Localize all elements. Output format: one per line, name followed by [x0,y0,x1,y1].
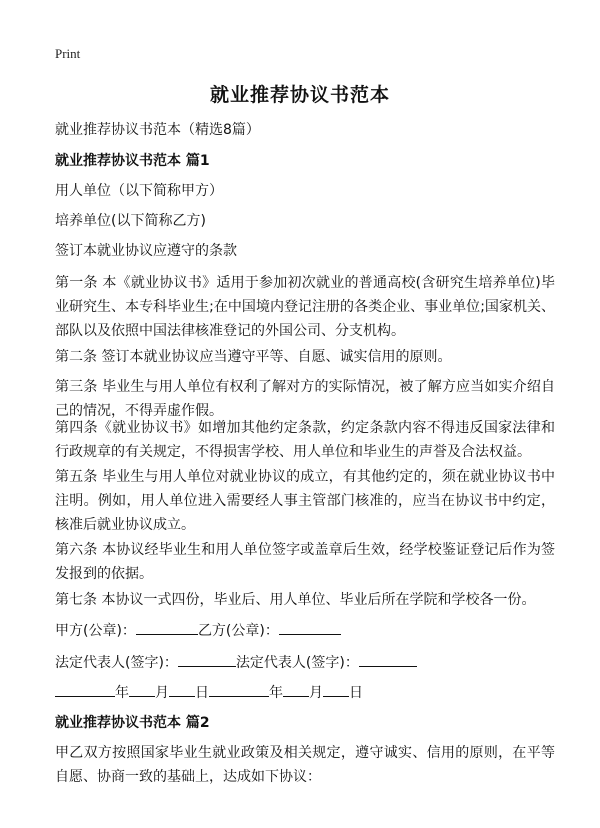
rep-a-blank[interactable] [178,650,236,667]
school-line: 培养单位(以下简称乙方) [55,213,206,229]
article-4: 第四条《就业协议书》如增加其他约定条款，约定条款内容不得违反国家法律和行政规章的有关规定，不得损害学校、用人单位和毕业生的声誉及合法权益。 [55,420,555,460]
intro-line: 签订本就业协议应遵守的条款 [55,243,237,259]
section-2-heading: 就业推荐协议书范本 篇2 [55,715,210,731]
section-2-paragraph: 甲乙双方按照国家毕业生就业政策及相关规定，遵守诚实、信用的原则，在平等自愿、协商一致的基础上，达成如下协议： [55,745,555,785]
year-a-blank[interactable] [55,680,115,697]
day-a-label: 日 [195,685,209,701]
month-b-label: 月 [309,685,323,701]
day-b-label: 日 [349,685,363,701]
party-a-label: 甲方(公章)： [55,623,136,639]
year-a-label: 年 [115,685,129,701]
article-7: 第七条 本协议一式四份，毕业后、用人单位、毕业后所在学院和学校各一份。 [55,592,536,608]
employer-line: 用人单位（以下简称甲方） [55,183,223,199]
rep-b-label: 法定代表人(签字)： [235,655,359,671]
day-b-blank[interactable] [323,680,349,697]
year-b-blank[interactable] [209,680,269,697]
article-2: 第二条 签订本就业协议应当遵守平等、自愿、诚实信用的原则。 [55,349,452,365]
rep-b-blank[interactable] [359,650,417,667]
representative-line [55,650,560,675]
article-5: 第五条 毕业生与用人单位对就业协议的成立，有其他约定的，须在就业协议书中注明。例如，用人单位进入需要经人事主管部门核准的，应当在协议书中约定，核准后就业协议成立。 [55,469,555,533]
date-line [55,680,560,705]
party-a-blank[interactable] [136,618,198,635]
month-a-blank[interactable] [129,680,155,697]
party-b-label: 乙方(公章)： [197,623,279,639]
rep-a-label: 法定代表人(签字)： [55,655,178,671]
article-6: 第六条 本协议经毕业生和用人单位签字或盖章后生效，经学校鉴证登记后作为签发报到的依据。 [55,542,555,582]
article-1: 第一条 本《就业协议书》适用于参加初次就业的普通高校(含研究生培养单位)毕业研究生、本专科毕业生;在中国境内登记注册的各类企业、事业单位;国家机关、部队以及依照中国法律核准登记的外国公司、分支机构。 [55,275,555,339]
party-b-blank[interactable] [279,618,341,635]
article-3: 第三条 毕业生与用人单位有权利了解对方的实际情况，被了解方应当如实介绍自己的情况，不得弄虚作假。 [55,379,555,419]
month-a-label: 月 [155,685,169,701]
seal-line [55,618,560,643]
page-title: 就业推荐协议书范本 [209,84,390,106]
year-b-label: 年 [269,685,283,701]
print-link[interactable]: Print [55,46,81,61]
doc-subtitle: 就业推荐协议书范本（精选8篇） [55,122,260,138]
section-1-heading: 就业推荐协议书范本 篇1 [55,153,210,169]
month-b-blank[interactable] [283,680,309,697]
day-a-blank[interactable] [169,680,195,697]
